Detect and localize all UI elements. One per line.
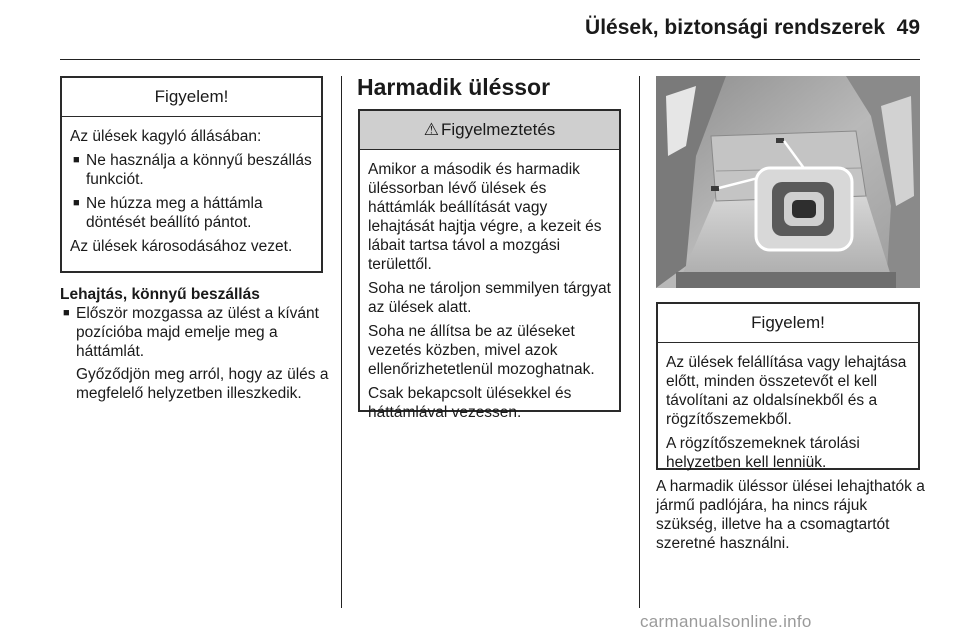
notice-box-right: [656, 302, 920, 470]
notice-bullet: ■ Ne húzza meg a háttámla döntését beállító pántot.: [70, 194, 313, 232]
header-rule: [60, 59, 920, 60]
column-divider-right: [639, 76, 640, 608]
warning-triangle-icon: ⚠: [423, 120, 439, 139]
easy-entry-bullet: ■ Először mozgassa az ülést a kívánt pozícióba majd emelje meg a háttámlát.: [60, 304, 330, 361]
watermark: carmanualsonline.info: [640, 612, 812, 631]
warning-heading-bar: [360, 111, 619, 150]
easy-entry-paragraph: Győződjön meg arról, hogy az ülés a megfelelő helyzetben illeszkedik.: [76, 366, 329, 402]
notice-paragraph: Az ülések felállítása vagy lehajtása előtt, minden összetevőt el kell távolítani az oldalsínekből és a rögzítőszemekből.: [666, 354, 907, 428]
notice-bullet-list: [70, 151, 313, 232]
notice-body: [658, 343, 918, 485]
column-divider-left: [341, 76, 342, 608]
section-title: Harmadik üléssor: [357, 74, 551, 100]
warning-box: [358, 109, 621, 421]
warning-paragraph: Soha ne állítsa be az üléseket vezetés közben, mivel azok ellenőrizhetetlenül mozoghatnak.: [368, 323, 595, 378]
page-number: 49: [896, 16, 920, 39]
third-row-paragraph: A harmadik üléssor ülései lehajthatók a jármű padlójára, ha nincs rájuk szükség, illetve ha a csomagtartót szeretné használni.: [656, 478, 925, 552]
notice-paragraph: A rögzítőszemeknek tárolási helyzetben kell lenniük.: [666, 435, 860, 471]
notice-closing: Az ülések károsodásához vezet.: [70, 238, 293, 255]
easy-entry-list: [60, 304, 330, 361]
warning-paragraph: Amikor a második és harmadik üléssorban lévő ülések és háttámlák beállítását vagy lehajtását hajtja végre, a kezeit és lábait tartsa távol a mozgási területtől.: [368, 161, 602, 273]
warning-paragraph: Csak bekapcsolt ülésekkel és háttámlával vezessen.: [368, 385, 572, 421]
notice-body: [62, 117, 321, 269]
cargo-area-anchor-photo: [656, 76, 920, 288]
notice-heading: Figyelem!: [62, 78, 321, 117]
notice-heading: Figyelem!: [658, 304, 918, 343]
header-title: Ülések, biztonsági rendszerek: [585, 16, 885, 39]
notice-intro: Az ülések kagyló állásában:: [70, 128, 262, 145]
warning-heading: Figyelmeztetés: [440, 120, 556, 139]
easy-entry-section: [60, 285, 330, 407]
easy-entry-subheading: Lehajtás, könnyű beszállás: [60, 286, 260, 303]
notice-bullet: ■ Ne használja a könnyű beszállás funkciót.: [70, 151, 313, 189]
warning-paragraph: Soha ne tároljon semmilyen tárgyat az ülések alatt.: [368, 280, 611, 316]
warning-body: [360, 150, 619, 435]
notice-box-left: [60, 76, 323, 273]
